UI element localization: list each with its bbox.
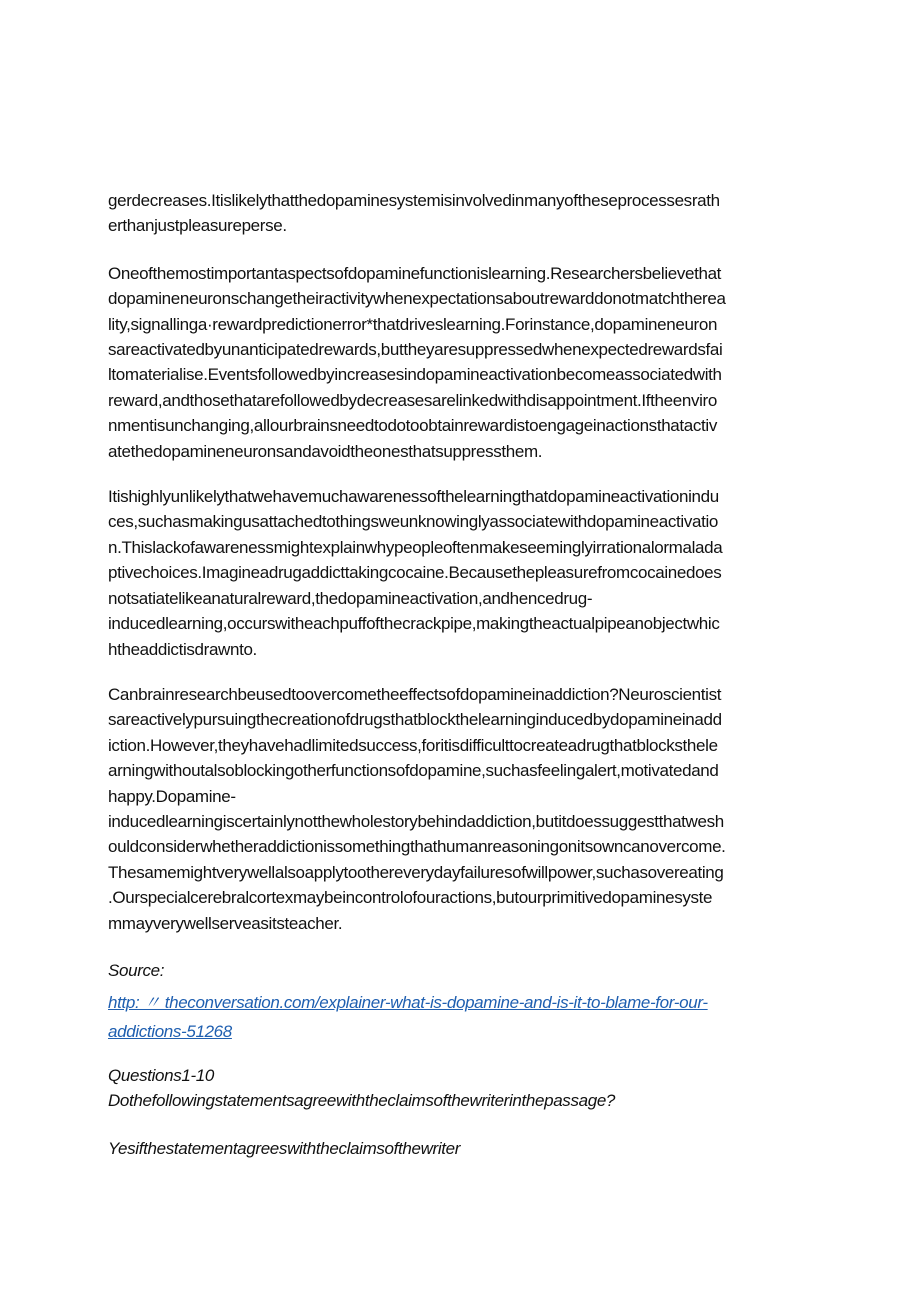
- questions-instruction: Dothefollowingstatementsagreewiththeclaimsofthewriterinthepassage?: [108, 1091, 616, 1111]
- source-label: Source:: [108, 960, 165, 980]
- paragraph-4: Canbrainresearchbeusedtoovercometheeffectsofdopamineinaddiction?Neuroscientist sareactivelypursuingthecreationofdrugsthatblockthelearninginducedbydopamineinadd iction.However,theyhavehadlimitedsuccess,foritisdifficulttocreateadrugthatblocksthele arningwithoutalsoblockingotherfunctionsofdopamine,suchasfeelingalert,motivatedand happy.Dopamine- inducedlearningiscertainlynotthewholestorybehindaddiction,butitdoessuggestthatwesh ouldconsiderwhetheraddictionissomethingthathumanreasoningonitsowncanovercome. Thesamemightverywellalsoapplytoothereverydayfailuresofwillpower,suchasovereating .Ourspecialcerebralcortexmaybeincontrolofouractions,butourprimitivedopaminesyste mmayverywellserveasitsteacher.: [108, 684, 726, 933]
- source-link[interactable]: http: 〃 theconversation.com/explainer-what-is-dopamine-and-is-it-to-blame-for-our- addictions-51268: [108, 992, 708, 1041]
- paragraph-2: Oneofthemostimportantaspectsofdopaminefunctionislearning.Researchersbelievethat dopamineneuronschangetheiractivitywhenexpectationsaboutrewarddonotmatchtherea lity,signallinga·rewardpredictionerror*thatdriveslearning.Forinstance,dopamineneuron sareactivatedbyunanticipatedrewards,buttheyaresuppressedwhenexpectedrewardsfai ltomaterialise.Eventsfollowedbyincreasesindopamineactivationbecomeassociatedwith reward,andthosethatarefollowedbydecreasesarelinkedwithdisappointment.Iftheenviro nmentisunchanging,allourbrainsneedtodotoobtainrewardistoengageinactionsthatactiv atethedopamineneuronsandavoidtheonesthatsuppressthem.: [108, 263, 726, 461]
- paragraph-1: gerdecreases.Itislikelythatthedopaminesystemisinvolvedinmanyoftheseprocessesrath erthanjustpleasureperse.: [108, 191, 720, 236]
- paragraph-3: Itishighlyunlikelythatwehavemuchawarenessofthelearningthatdopamineactivationindu ces,suchasmakingusattachedtothingsweunknowinglyassociatewithdopamineactivatio n.Thislackofawarenessmightexplainwhypeopleoftenmakeseeminglyirrationalormalada ptivechoices.Imagineadrugaddicttakingcocaine.Becausethepleasurefromcocainedoes notsatiatelikeanaturalreward,thedopamineactivation,andhencedrug- inducedlearning,occurswitheachpuffofthecrackpipe,makingtheactualpipeanobjectwhic htheaddictisdrawnto.: [108, 487, 723, 659]
- questions-title: Questions1-10: [108, 1065, 215, 1085]
- document-page: [108, 188, 812, 1161]
- yes-definition: Yesifthestatementagreeswiththeclaimsofthewriter: [108, 1138, 461, 1158]
